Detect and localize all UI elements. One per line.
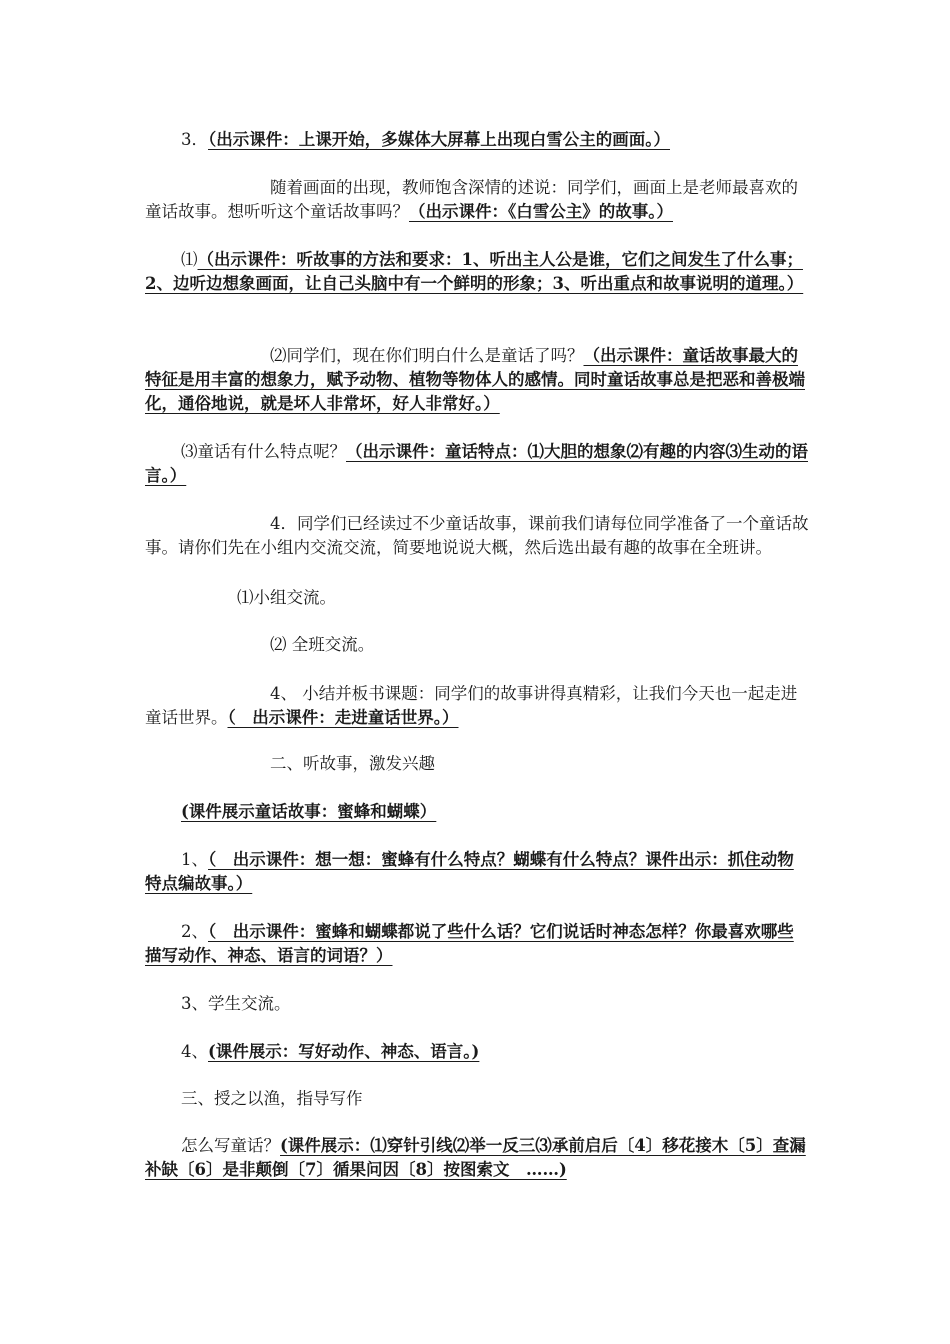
courseware-note: （ 出示课件：想一想：蜜蜂有什么特点？蝴蝶有什么特点？课件出示：抓住动物特点编故事。） [145,850,794,893]
courseware-note: (课件展示：⑴穿针引线⑵举一反三⑶承前启后〔4〕移花接木〔5〕查漏补缺〔6〕是非颠倒〔7〕循果问因〔8〕按图索文 ……) [145,1136,806,1179]
paragraph-14 [145,992,809,1016]
paragraph-text: 3、学生交流。 [181,994,291,1013]
courseware-note: （出示课件：听故事的方法和要求：1、听出主人公是谁，它们之间发生了什么事；2、边听边想象画面，让自己头脑中有一个鲜明的形象；3、听出重点和故事说明的道理。） [145,250,804,293]
paragraph-text: 3． [181,130,208,149]
paragraph-text: ⑶童话有什么特点呢？ [181,442,346,461]
paragraph-2 [145,176,809,224]
paragraph-text: 2、 [181,922,208,941]
paragraph-3 [145,248,809,296]
paragraph-text: 4、 小结并板书课题：同学们的故事讲得真精彩，让我们今天也一起走进童话世界。 [145,684,798,727]
paragraph-text: 4、 [181,1042,208,1061]
paragraph-text: 怎么写童话？ [181,1136,280,1155]
paragraph-text: ⑴小组交流。 [237,588,336,607]
paragraph-4 [145,344,809,416]
paragraph-text: 随着画面的出现，教师饱含深情的述说：同学们，画面上是老师最喜欢的童话故事。想听听这个童话故事吗？ [145,178,798,221]
paragraph-13 [145,920,809,968]
courseware-note: （出示课件：《白雪公主》的故事。） [409,202,673,221]
paragraph-17 [145,1134,809,1182]
heading-text: 三、授之以渔，指导写作 [181,1089,363,1108]
paragraph-6 [145,512,809,560]
courseware-note: （ 出示课件：蜜蜂和蝴蝶都说了些什么话？它们说话时神态怎样？你最喜欢哪些描写动作、神态、语言的词语？） [145,922,794,965]
paragraph-text: ⑵ 全班交流。 [270,635,375,654]
paragraph-8 [145,633,809,657]
paragraph-text: 4．同学们已经读过不少童话故事，课前我们请每位同学准备了一个童话故事。请你们先在小组内交流交流，简要地说说大概，然后选出最有趣的故事在全班讲。 [145,514,809,557]
paragraph-11 [145,800,809,824]
heading-text: 二、听故事，激发兴趣 [270,754,435,773]
courseware-note: （出示课件：童话特点：⑴大胆的想象⑵有趣的内容⑶生动的语言。） [145,442,808,485]
section-heading-2 [145,752,809,776]
courseware-note: （出示课件：童话故事最大的特征是用丰富的想象力，赋予动物、植物等物体人的感情。同时童话故事总是把恶和善极端化，通俗地说，就是坏人非常坏，好人非常好。） [145,346,805,413]
courseware-note: （出示课件：上课开始，多媒体大屏幕上出现白雪公主的画面。） [208,130,670,149]
paragraph-9 [145,682,809,730]
paragraph-text: 1、 [181,850,208,869]
section-heading-3 [145,1087,809,1111]
paragraph-text: ⑴ [181,250,198,269]
paragraph-12 [145,848,809,896]
paragraph-15 [145,1040,809,1064]
courseware-note: (课件展示：写好动作、神态、语言。) [208,1042,480,1061]
paragraph-1 [145,128,809,152]
paragraph-text: ⑵同学们，现在你们明白什么是童话了吗？ [270,346,584,365]
paragraph-5 [145,440,809,488]
courseware-note: （ 出示课件：走进童话世界。） [227,708,459,727]
courseware-note: (课件展示童话故事：蜜蜂和蝴蝶） [181,802,437,821]
paragraph-7 [145,586,809,610]
